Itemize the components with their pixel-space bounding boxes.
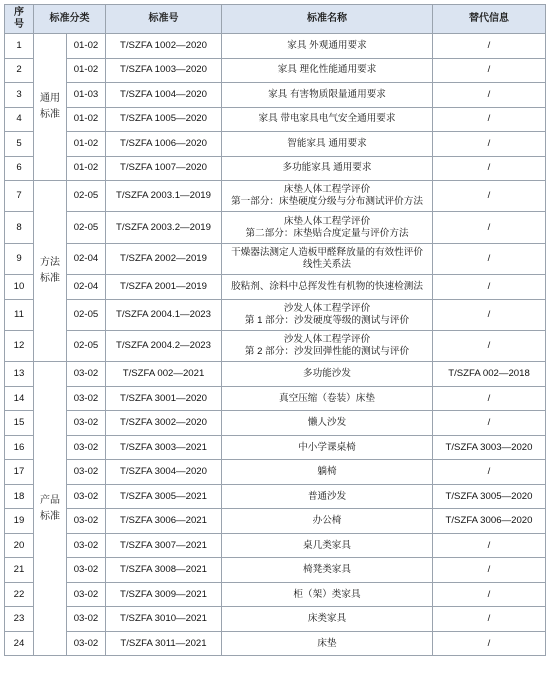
cell-replacement: T/SZFA 3006—2020 [433,509,546,534]
table-row [5,460,546,485]
table-row [5,107,546,132]
cell-subcategory: 03-02 [67,558,106,583]
table-row [5,484,546,509]
cell-seq: 16 [5,435,34,460]
standard-name-line: 智能家具 通用要求 [287,137,367,149]
cell-category [34,34,67,181]
standard-name-line: 家具 理化性能通用要求 [277,64,377,76]
table-row [5,362,546,387]
cell-standard-name [222,243,433,274]
cell-standard-code: T/SZFA 1004—2020 [106,83,222,108]
cell-standard-name [222,83,433,108]
cell-standard-name [222,386,433,411]
category-label: 通用标准 [40,93,60,120]
standard-name-line: 第一部分：床垫硬度分级与分布测试评价方法 [231,196,423,208]
header-row [5,5,546,34]
cell-standard-name [222,460,433,485]
header-seq-label: 序号 [14,7,24,30]
cell-subcategory: 02-04 [67,243,106,274]
cell-standard-code: T/SZFA 002—2021 [106,362,222,387]
standard-name-line: 办公椅 [312,515,342,527]
table-row [5,34,546,59]
cell-replacement: / [433,275,546,300]
cell-replacement: / [433,411,546,436]
cell-standard-code: T/SZFA 3002—2020 [106,411,222,436]
cell-seq: 8 [5,212,34,243]
header-replace: 替代信息 [433,5,546,34]
cell-standard-name [222,362,433,387]
cell-seq: 11 [5,299,34,330]
cell-standard-name [222,435,433,460]
cell-category [34,362,67,656]
cell-subcategory: 01-02 [67,34,106,59]
cell-standard-name [222,509,433,534]
cell-seq: 6 [5,156,34,181]
standard-name-line: 普通沙发 [307,490,347,502]
table-row [5,275,546,300]
cell-replacement: / [433,460,546,485]
cell-standard-code: T/SZFA 2001—2019 [106,275,222,300]
cell-replacement: / [433,607,546,632]
cell-seq: 22 [5,582,34,607]
cell-subcategory: 03-02 [67,509,106,534]
cell-replacement: T/SZFA 002—2018 [433,362,546,387]
standard-name-line: 家具 带电家具电气安全通用要求 [258,113,396,125]
standard-name-line: 家具 外观通用要求 [287,39,367,51]
cell-standard-code: T/SZFA 2004.1—2023 [106,299,222,330]
cell-standard-name [222,132,433,157]
cell-replacement: / [433,582,546,607]
cell-subcategory: 03-02 [67,631,106,656]
header-name: 标准名称 [222,5,433,34]
standard-name-line: 多功能沙发 [303,368,351,380]
cell-standard-code: T/SZFA 3009—2021 [106,582,222,607]
table-row [5,83,546,108]
cell-replacement: / [433,34,546,59]
cell-replacement: / [433,212,546,243]
cell-subcategory: 03-02 [67,607,106,632]
cell-standard-name [222,484,433,509]
standard-name-line: 床垫人体工程学评价 [283,215,371,227]
cell-replacement: T/SZFA 3003—2020 [433,435,546,460]
cell-standard-name [222,299,433,330]
cell-category [34,181,67,362]
cell-subcategory: 03-02 [67,484,106,509]
cell-standard-code: T/SZFA 3008—2021 [106,558,222,583]
cell-seq: 24 [5,631,34,656]
table-row [5,132,546,157]
cell-seq: 5 [5,132,34,157]
cell-replacement: / [433,58,546,83]
cell-standard-name [222,607,433,632]
cell-standard-code: T/SZFA 2002—2019 [106,243,222,274]
cell-seq: 23 [5,607,34,632]
cell-replacement: / [433,386,546,411]
cell-seq: 1 [5,34,34,59]
cell-seq: 20 [5,533,34,558]
cell-subcategory: 02-04 [67,275,106,300]
table-row [5,212,546,243]
standard-name-line: 胶粘剂、涂料中总挥发性有机物的快速检测法 [231,280,423,292]
table-row [5,58,546,83]
standard-name-line: 家具 有害物质限量通用要求 [268,88,386,100]
table-row [5,435,546,460]
cell-standard-code: T/SZFA 2003.2—2019 [106,212,222,243]
cell-seq: 7 [5,181,34,212]
cell-standard-code: T/SZFA 3010—2021 [106,607,222,632]
cell-seq: 4 [5,107,34,132]
standard-name-line: 沙发人体工程学评价 [283,334,371,346]
cell-replacement: / [433,243,546,274]
cell-seq: 9 [5,243,34,274]
cell-standard-code: T/SZFA 3003—2021 [106,435,222,460]
standards-table [4,4,546,656]
cell-seq: 18 [5,484,34,509]
cell-subcategory: 01-03 [67,83,106,108]
cell-replacement: / [433,331,546,362]
standard-name-line: 床垫人体工程学评价 [283,184,371,196]
cell-standard-code: T/SZFA 3001—2020 [106,386,222,411]
cell-standard-code: T/SZFA 1005—2020 [106,107,222,132]
standard-name-line: 床垫 [317,637,337,649]
standard-name-line: 柜（架）类家具 [293,588,361,600]
cell-seq: 15 [5,411,34,436]
cell-standard-name [222,58,433,83]
standard-name-line: 第 1 部分：沙发硬度等级的测试与评价 [244,314,410,326]
cell-subcategory: 01-02 [67,132,106,157]
cell-subcategory: 03-02 [67,582,106,607]
cell-subcategory: 01-02 [67,58,106,83]
cell-standard-name [222,558,433,583]
cell-standard-code: T/SZFA 3004—2020 [106,460,222,485]
cell-standard-code: T/SZFA 1006—2020 [106,132,222,157]
cell-seq: 3 [5,83,34,108]
cell-replacement: / [433,299,546,330]
cell-standard-name [222,34,433,59]
cell-subcategory: 01-02 [67,156,106,181]
cell-replacement: T/SZFA 3005—2020 [433,484,546,509]
cell-seq: 2 [5,58,34,83]
cell-standard-name [222,631,433,656]
cell-standard-code: T/SZFA 3011—2021 [106,631,222,656]
cell-subcategory: 03-02 [67,533,106,558]
standard-name-line: 中小学课桌椅 [298,441,356,453]
category-label: 方法标准 [40,257,60,285]
cell-subcategory: 02-05 [67,181,106,212]
table-row [5,386,546,411]
standard-name-line: 床类家具 [307,613,347,625]
standard-name-line: 干燥器法测定人造板甲醛释放量的有效性评价 [231,246,423,258]
table-body [5,34,546,656]
table-row [5,331,546,362]
standard-name-line: 躺椅 [317,466,337,478]
standards-table-container [4,4,545,675]
cell-seq: 14 [5,386,34,411]
cell-standard-code: T/SZFA 3006—2021 [106,509,222,534]
cell-subcategory: 02-05 [67,212,106,243]
cell-replacement: / [433,181,546,212]
cell-standard-name [222,156,433,181]
cell-standard-name [222,533,433,558]
category-label: 产品标准 [40,494,60,522]
cell-replacement: / [433,156,546,181]
cell-standard-code: T/SZFA 1007—2020 [106,156,222,181]
standard-name-line: 椅凳类家具 [303,564,351,576]
table-row [5,243,546,274]
table-row [5,558,546,583]
cell-standard-code: T/SZFA 2003.1—2019 [106,181,222,212]
standard-name-line: 沙发人体工程学评价 [283,302,371,314]
cell-subcategory: 03-02 [67,411,106,436]
cell-replacement: / [433,533,546,558]
table-row [5,631,546,656]
table-row [5,181,546,212]
standard-name-line: 多功能家具 通用要求 [282,162,372,174]
cell-standard-code: T/SZFA 3007—2021 [106,533,222,558]
cell-seq: 10 [5,275,34,300]
standard-name-line: 第二部分：床垫贴合度定量与评价方法 [245,227,409,239]
header-seq [5,5,34,34]
cell-subcategory: 03-02 [67,460,106,485]
table-row [5,156,546,181]
table-row [5,509,546,534]
cell-standard-code: T/SZFA 3005—2021 [106,484,222,509]
table-row [5,533,546,558]
table-row [5,607,546,632]
cell-standard-code: T/SZFA 1002—2020 [106,34,222,59]
standard-name-line: 懒人沙发 [307,417,347,429]
table-row [5,411,546,436]
header-category: 标准分类 [34,5,106,34]
cell-standard-name [222,181,433,212]
cell-subcategory: 03-02 [67,435,106,460]
cell-subcategory: 02-05 [67,331,106,362]
cell-standard-name [222,411,433,436]
table-row [5,582,546,607]
cell-subcategory: 03-02 [67,386,106,411]
cell-seq: 17 [5,460,34,485]
cell-standard-code: T/SZFA 2004.2—2023 [106,331,222,362]
cell-seq: 21 [5,558,34,583]
cell-seq: 12 [5,331,34,362]
cell-subcategory: 03-02 [67,362,106,387]
cell-standard-name [222,107,433,132]
cell-replacement: / [433,107,546,132]
cell-subcategory: 02-05 [67,299,106,330]
standard-name-line: 第 2 部分：沙发回弹性能的测试与评价 [244,346,410,358]
cell-replacement: / [433,132,546,157]
standard-name-line: 线性关系法 [303,258,351,270]
cell-standard-code: T/SZFA 1003—2020 [106,58,222,83]
cell-replacement: / [433,631,546,656]
header-code: 标准号 [106,5,222,34]
cell-standard-name [222,212,433,243]
standard-name-line: 真空压缩（卷装）床垫 [279,392,375,404]
standard-name-line: 桌几类家具 [303,539,351,551]
cell-standard-name [222,331,433,362]
cell-replacement: / [433,558,546,583]
cell-replacement: / [433,83,546,108]
table-row [5,299,546,330]
cell-standard-name [222,275,433,300]
cell-seq: 13 [5,362,34,387]
cell-seq: 19 [5,509,34,534]
cell-standard-name [222,582,433,607]
cell-subcategory: 01-02 [67,107,106,132]
